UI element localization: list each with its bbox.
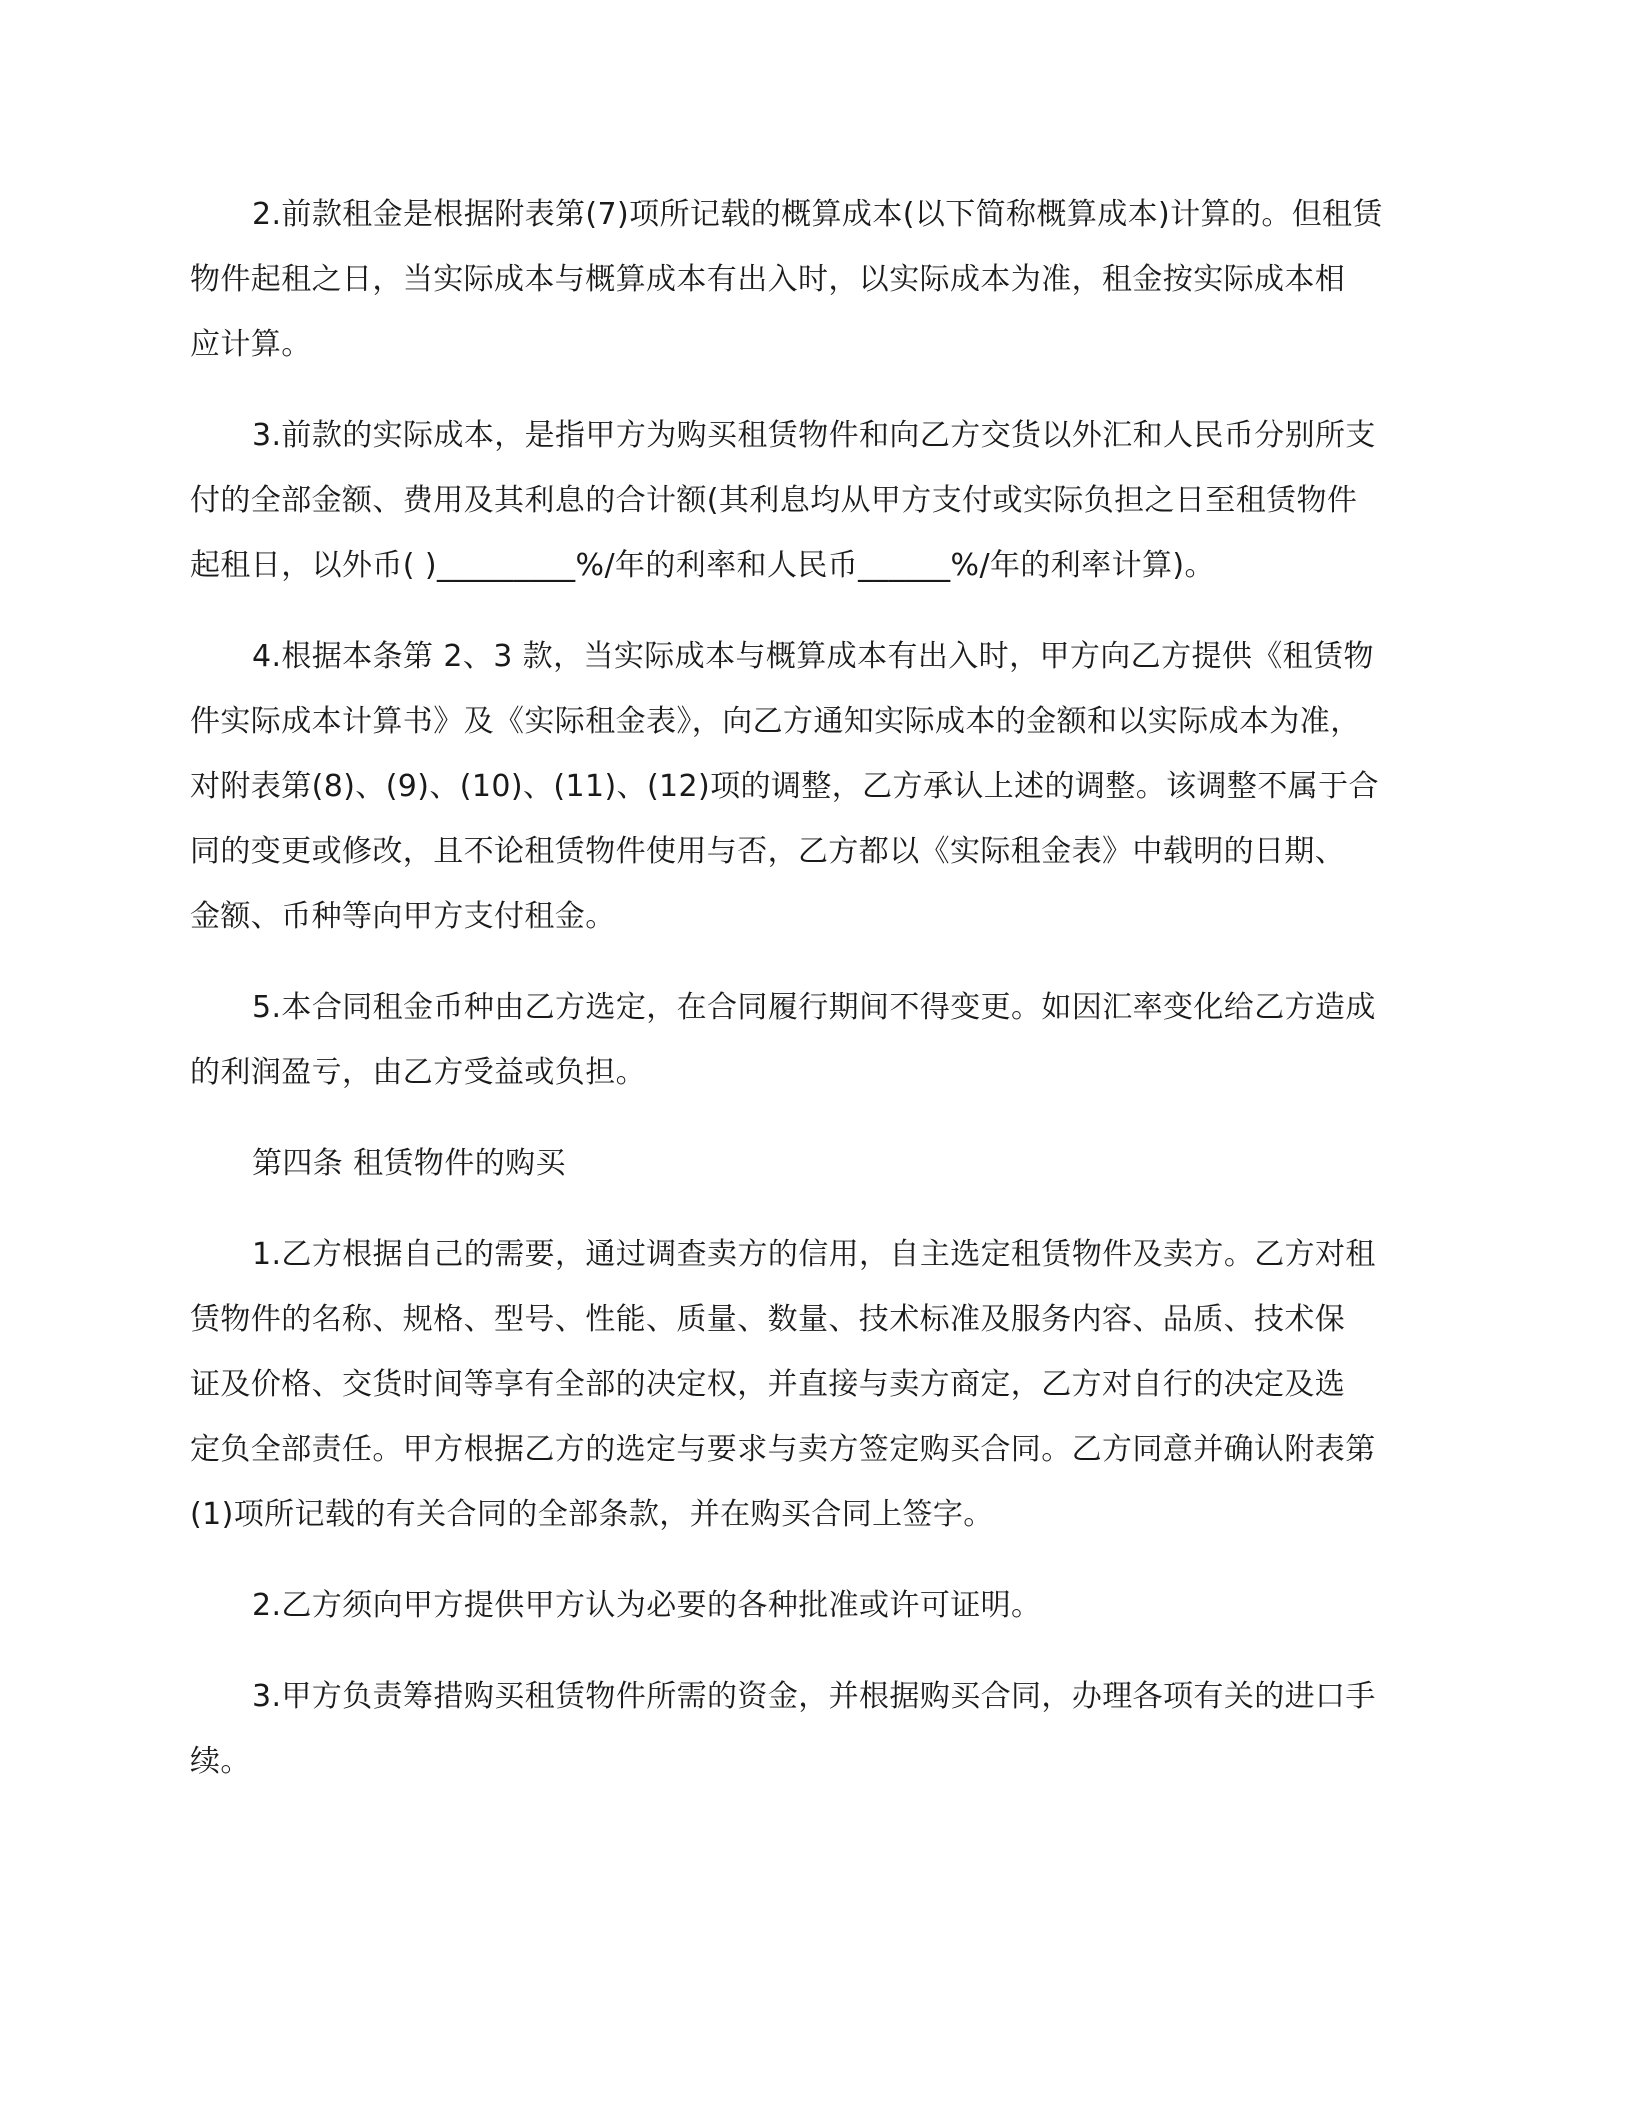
text-line: 应计算。 [190,327,312,362]
text-line: 4.根据本条第 2、3 款，当实际成本与概算成本有出入时，甲方向乙方提供《租赁物 [252,639,1374,674]
paragraph-approval [190,1573,1435,1638]
text-line: 付的全部金额、费用及其利息的合计额(其利息均从甲方支付或实际负担之日至租赁物件 [190,483,1358,518]
paragraph-selection [190,1222,1435,1547]
paragraph-adjustment [190,624,1435,949]
text-line: 起租日，以外币( )_________%/年的利率和人民币______%/年的利率计算)。 [190,548,1215,583]
text-line: 3.前款的实际成本，是指甲方为购买租赁物件和向乙方交货以外汇和人民币分别所支 [252,418,1376,453]
text-line: (1)项所记载的有关合同的全部条款，并在购买合同上签字。 [190,1497,994,1532]
paragraph-rent-basis [190,182,1435,377]
text-line: 2.乙方须向甲方提供甲方认为必要的各种批准或许可证明。 [252,1588,1042,1623]
text-line: 2.前款租金是根据附表第(7)项所记载的概算成本(以下简称概算成本)计算的。但租赁 [252,197,1383,232]
text-line: 金额、币种等向甲方支付租金。 [190,899,616,934]
text-line: 对附表第(8)、(9)、(10)、(11)、(12)项的调整，乙方承认上述的调整。该调整不属于合 [190,769,1379,804]
text-line: 同的变更或修改，且不论租赁物件使用与否，乙方都以《实际租金表》中载明的日期、 [190,834,1346,869]
text-line: 3.甲方负责筹措购买租赁物件所需的资金，并根据购买合同，办理各项有关的进口手 [252,1679,1376,1714]
text-line: 件实际成本计算书》及《实际租金表》，向乙方通知实际成本的金额和以实际成本为准， [190,704,1361,739]
text-line: 赁物件的名称、规格、型号、性能、质量、数量、技术标准及服务内容、品质、技术保 [190,1302,1346,1337]
text-line: 定负全部责任。甲方根据乙方的选定与要求与卖方签定购买合同。乙方同意并确认附表第 [190,1432,1376,1467]
paragraph-funding [190,1664,1435,1794]
text-line: 证及价格、交货时间等享有全部的决定权，并直接与卖方商定，乙方对自行的决定及选 [190,1367,1346,1402]
paragraph-currency [190,975,1435,1105]
text-line: 续。 [190,1744,251,1779]
text-line: 的利润盈亏，由乙方受益或负担。 [190,1055,646,1090]
article-heading: 第四条 租赁物件的购买 [252,1146,566,1181]
text-line: 1.乙方根据自己的需要，通过调查卖方的信用，自主选定租赁物件及卖方。乙方对租 [252,1237,1376,1272]
text-line: 5.本合同租金币种由乙方选定，在合同履行期间不得变更。如因汇率变化给乙方造成 [252,990,1376,1025]
text-line: 物件起租之日，当实际成本与概算成本有出入时，以实际成本为准，租金按实际成本相 [190,262,1346,297]
document-body [190,182,1435,1820]
paragraph-actual-cost [190,403,1435,598]
